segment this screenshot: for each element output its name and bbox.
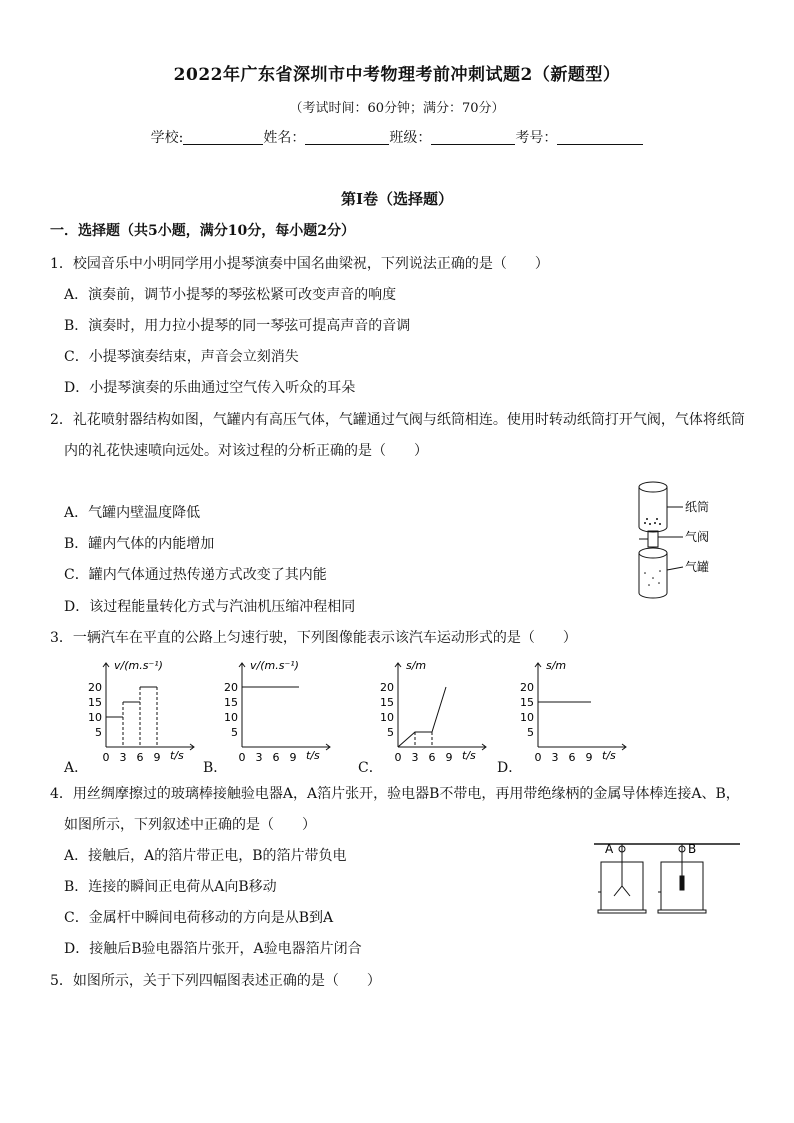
graph-c-ytick: 5 — [387, 726, 394, 739]
question-4-option-c[interactable]: C．金属杆中瞬间电荷移动的方向是从B到A — [64, 910, 334, 926]
question-1-option-a[interactable]: A．演奏前，调节小提琴的琴弦松紧可改变声音的响度 — [64, 287, 397, 303]
class-blank[interactable] — [431, 130, 515, 145]
graph-c-xtick: 3 — [411, 751, 419, 764]
label-gas-tank: 气罐 — [685, 560, 710, 574]
graph-a-xlabel: t/s — [170, 749, 184, 762]
school-blank[interactable] — [183, 130, 263, 145]
electroscope-a-label: A — [605, 842, 614, 856]
section-title: 第Ⅰ卷（选择题） — [340, 190, 454, 208]
question-2-option-c[interactable]: C．罐内气体通过热传递方式改变了其内能 — [64, 567, 327, 583]
graph-a-xtick: 3 — [119, 751, 127, 764]
graph-c — [380, 655, 492, 767]
graph-c-xtick: 0 — [394, 751, 402, 764]
label-gas-valve: 气阀 — [685, 530, 710, 544]
electroscopes-figure — [592, 838, 742, 918]
graph-d-ytick: 10 — [520, 711, 534, 724]
graph-b-ylabel: v/(m.s⁻¹) — [250, 659, 299, 672]
graph-a-ytick: 20 — [88, 681, 102, 694]
graph-b-ytick: 20 — [224, 681, 238, 694]
graph-d-xtick: 6 — [568, 751, 576, 764]
name-blank[interactable] — [305, 130, 389, 145]
question-5-stem: 5．如图所示，关于下列四幅图表述正确的是（ ） — [50, 973, 381, 989]
graph-a-label[interactable]: A． — [64, 760, 89, 776]
electroscope-b-label: B — [688, 842, 697, 856]
firework-launcher-figure — [615, 475, 735, 610]
school-label: 学校: — [150, 130, 184, 146]
question-1-stem: 1．校园音乐中小明同学用小提琴演奏中国名曲梁祝，下列说法正确的是（ ） — [50, 256, 549, 272]
name-label: 姓名： — [263, 130, 306, 146]
exam-no-label: 考号： — [515, 130, 558, 146]
part-title: 一．选择题（共5小题，满分10分，每小题2分） — [50, 223, 355, 239]
graph-a-ytick: 15 — [88, 696, 102, 709]
graph-c-ytick: 10 — [380, 711, 394, 724]
graph-d-xtick: 3 — [551, 751, 559, 764]
graph-d-xtick: 0 — [534, 751, 542, 764]
question-2-option-d[interactable]: D．该过程能量转化方式与汽油机压缩冲程相同 — [64, 599, 356, 615]
question-4-option-d[interactable]: D．接触后B验电器箔片张开，A验电器箔片闭合 — [64, 941, 362, 957]
question-1-option-b[interactable]: B．演奏时，用力拉小提琴的同一琴弦可提高声音的音调 — [64, 318, 411, 334]
graph-d-ytick: 5 — [527, 726, 534, 739]
graph-a-ylabel: v/(m.s⁻¹) — [114, 659, 163, 672]
graph-c-label[interactable]: C． — [358, 760, 383, 776]
question-1-option-c[interactable]: C．小提琴演奏结束，声音会立刻消失 — [64, 349, 299, 365]
graph-c-ytick: 15 — [380, 696, 394, 709]
graph-a-xtick: 6 — [136, 751, 144, 764]
graph-c-xlabel: t/s — [462, 749, 476, 762]
graph-c-xtick: 9 — [445, 751, 453, 764]
question-2-option-b[interactable]: B．罐内气体的内能增加 — [64, 536, 215, 552]
graph-a-xtick: 9 — [153, 751, 161, 764]
page-title: 2022年广东省深圳市中考物理考前冲刺试题2（新题型） — [173, 65, 621, 85]
graph-c-ytick: 20 — [380, 681, 394, 694]
graph-b-ytick: 15 — [224, 696, 238, 709]
question-3-stem: 3．一辆汽车在平直的公路上匀速行驶，下列图像能表示该汽车运动形式的是（ ） — [50, 630, 577, 646]
graph-b-xlabel: t/s — [306, 749, 320, 762]
graph-b-ytick: 10 — [224, 711, 238, 724]
question-2-option-a[interactable]: A．气罐内壁温度降低 — [64, 505, 201, 521]
graph-b-xtick: 6 — [272, 751, 280, 764]
graph-a-ytick: 5 — [95, 726, 102, 739]
graph-b — [224, 655, 336, 767]
question-4-option-b[interactable]: B．连接的瞬间正电荷从A向B移动 — [64, 879, 277, 895]
label-paper-tube: 纸筒 — [685, 500, 710, 514]
info-row — [0, 127, 794, 147]
graph-d — [520, 655, 632, 767]
graph-d-ytick: 15 — [520, 696, 534, 709]
question-4-stem: 4．用丝绸摩擦过的玻璃棒接触验电器A，A箔片张开，验电器B不带电，再用带绝缘柄的金属导体棒连接A、B， — [50, 786, 740, 802]
graph-d-xtick: 9 — [585, 751, 593, 764]
graph-b-xtick: 9 — [289, 751, 297, 764]
graph-a-xtick: 0 — [102, 751, 110, 764]
graph-d-ylabel: s/m — [546, 659, 567, 672]
graph-c-xtick: 6 — [428, 751, 436, 764]
question-1-option-d[interactable]: D．小提琴演奏的乐曲通过空气传入听众的耳朵 — [64, 380, 356, 396]
graph-d-xlabel: t/s — [602, 749, 616, 762]
graph-b-label[interactable]: B． — [203, 760, 228, 776]
question-2-stem-line2: 内的礼花快速喷向远处。对该过程的分析正确的是（ ） — [64, 443, 428, 459]
graph-d-ytick: 20 — [520, 681, 534, 694]
exam-no-blank[interactable] — [557, 130, 643, 145]
question-4-stem-line2: 如图所示，下列叙述中正确的是（ ） — [64, 817, 316, 833]
graph-b-xtick: 0 — [238, 751, 246, 764]
graph-c-ylabel: s/m — [406, 659, 427, 672]
exam-subtitle: （考试时间：60分钟；满分：70分） — [289, 101, 505, 116]
graph-b-xtick: 3 — [255, 751, 263, 764]
question-4-option-a[interactable]: A．接触后，A的箔片带正电，B的箔片带负电 — [64, 848, 347, 864]
graph-d-label[interactable]: D． — [497, 760, 523, 776]
class-label: 班级： — [389, 130, 432, 146]
graph-a-ytick: 10 — [88, 711, 102, 724]
question-2-stem: 2．礼花喷射器结构如图，气罐内有高压气体，气罐通过气阀与纸筒相连。使用时转动纸筒打开气阀，气体将纸筒 — [50, 412, 745, 428]
graph-b-ytick: 5 — [231, 726, 238, 739]
graph-a — [88, 655, 200, 767]
